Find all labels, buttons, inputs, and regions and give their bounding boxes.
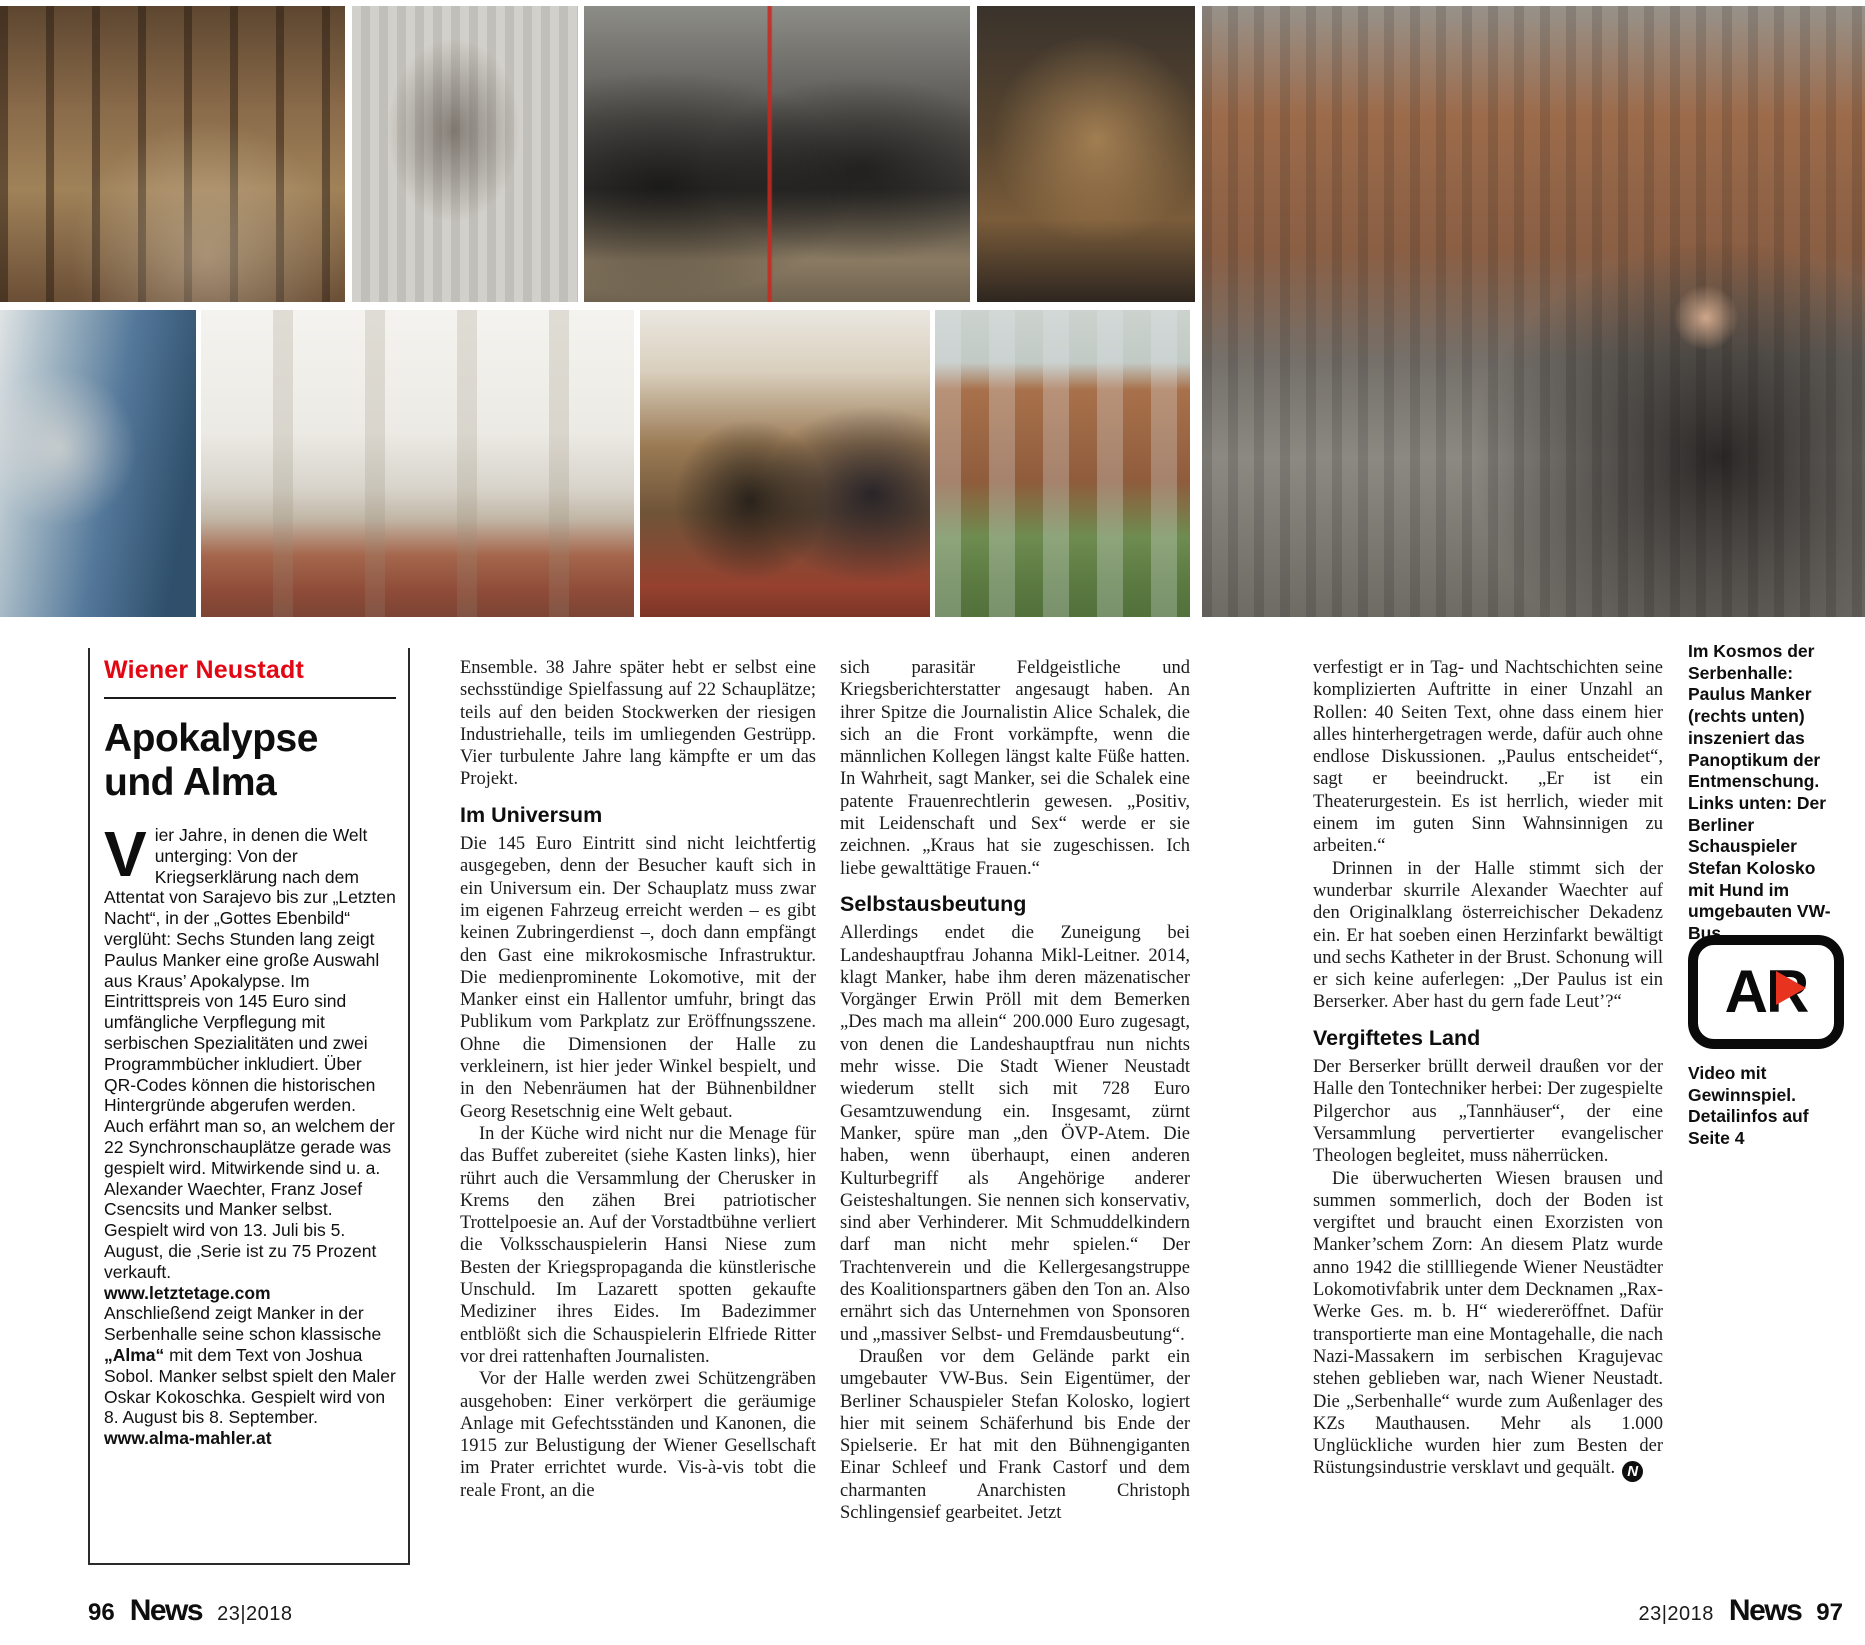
- photo-rusty-bus-manker-portrait: [1202, 6, 1865, 617]
- ar-logo: [1688, 935, 1844, 1049]
- body-paragraph: Vor der Halle werden zwei Schützengräben ausgehoben: Einer verkörpert die geräumige Anlage mit Gefechtsständen und Kanonen, die 1915 zur Belustigung der Wiener Gesellschaft im Prater errichtet wurde. Vis-à-vis tobt die reale Front, an die: [460, 1369, 816, 1501]
- body-paragraph: Die 145 Euro Eintritt sind nicht leichtfertig ausgegeben, denn der Besucher kauft sich in ein Universum ein. Der Schauplatz muss zwar im eigenen Fahrzeug erreicht werden – es gibt keinen Zubringerdienst –, doch dann empfängt den Gast eine mikrokosmische Infrastruktur. Die medienprominente Lokomotive, mit der Manker einst ein Hallentor umfuhr, bringt das Publikum vom Parkplatz zur Eröffnungsszene. Ohne die Dimensionen der Halle zu verkleinern, ist hier jeder Winkel bespielt, und in den Nebenräumen hat der Bühnenbildner Georg Resetschnig eine Welt gebaut.: [460, 834, 816, 1122]
- alma-bold: „Alma“: [104, 1344, 165, 1365]
- body-paragraph: sich parasitär Feldgeistliche und Kriegsberichterstatter angesaugt haben. An ihrer Spitze die Journalistin Alice Schalek, die sich an die Front vorkämpfte, wenn die männlichen Kollegen längst kalte Füße hatten. In Wahrheit, sagt Manker, sei die Schalek eine patente Frauenrechtlerin gewesen. „Positiv, mit Leidenschaft und Sex“ werde er sie zeichnen. „Kraus hat sie zugeschissen. Ich liebe gewalttätige Frauen.“: [840, 658, 1190, 879]
- photo-scaffold-hall: [352, 6, 578, 302]
- subhead-selbstausbeutung: Selbstausbeutung: [840, 891, 1027, 916]
- sidebar-text-1: ier Jahre, in denen die Welt unterging: Von der Kriegserklärung nach dem Attentat von Sarajevo bis zur „Letzten Nacht“, in der „Gottes Ebenbild“ verglüht: Sechs Stunden lang zeigt Paulus Manker eine große Auswahl aus Kraus’ Apokalypse. Im Eintrittspreis von 145 Euro sind umfängliche Verpflegung mit serbischen Spezialitäten und zwei Programmbücher inkludiert. Über QR-Codes können die historischen Hintergründe abgerufen werden. Auch erfährt man so, an welchem der 22 Synchronschauplätze gerade was gespielt wird. Mitwirkende sind u. a. Alexander Waechter, Franz Josef Csencsits und Manker selbst. Gespielt wird von 13. Juli bis 5. August, die ‚Serie ist zu 75 Prozent verkauft.: [104, 825, 396, 1282]
- body-paragraph: Der Berserker brüllt derweil draußen vor der Halle den Tontechniker herbei: Der zugespielte Pilgerchor aus „Tannhäuser“, der eine Versammlung pervertierter evangelischer Theologen begleitet, muss näherrücken.: [1313, 1057, 1663, 1167]
- photo-coffin-procession: [584, 6, 970, 302]
- photo-caption: Im Kosmos der Serbenhalle: Paulus Manker (rechts unten) inszeniert das Panoptikum der Entmenschung. Links unten: Der Berliner Schauspieler Stefan Kolosko mit Hund im umgebauten VW-Bus: [1688, 641, 1831, 944]
- photo-hospital-ward: [201, 310, 634, 617]
- body-paragraph: In der Küche wird nicht nur die Menage für das Buffet zubereitet (siehe Kasten links), hier rührt auch die Versammlung der Cherusker in Krems den zähen Brei patriotischer Trottelpoesie an. Auf der Vorstadtbühne verliert die Volksschauspielerin Hansi Niese zum Besten der Kriegspropaganda die künstlerische Unschuld. Im Lazarett spotten gekaufte Mediziner ihres Eides. Im Badezimmer entblößt sich die Schauspielerin Elfriede Ritter vor drei rattenhaften Journalisten.: [460, 1123, 816, 1367]
- body-paragraph: Ensemble. 38 Jahre später hebt er selbst eine sechsstündige Spielfassung auf 22 Schauplätze; teils auf den beiden Stockwerken der riesigen Industriehalle, teils im umliegenden Gestrüpp. Vier turbulente Jahre lang kämpfte er um das Projekt.: [460, 658, 816, 790]
- issue-number: 23|2018: [1638, 1603, 1714, 1625]
- issue-number: 23|2018: [217, 1603, 293, 1625]
- sidebar-paragraph-2: [104, 1303, 396, 1449]
- body-paragraph: Draußen vor dem Gelände parkt ein umgebauter VW-Bus. Sein Eigentümer, der Berliner Schauspieler Stefan Kolosko, logiert hier mit seinem Schäferhund bis Ende der Spielserie. Er hat mit den Bühnengiganten Einar Schleef und Frank Castorf und dem charmanten Anarchisten Christoph Schlingensief gearbeitet. Jetzt: [840, 1346, 1190, 1523]
- page-number-right: 97: [1816, 1599, 1843, 1626]
- link-letztetage: www.letztetage.com: [104, 1282, 271, 1303]
- article-column-2: [840, 657, 1190, 1567]
- sidebar-paragraph-1: [104, 818, 396, 1303]
- ar-logo-text: AR: [1724, 958, 1808, 1025]
- video-note: Video mit Gewinnspiel. Detailinfos auf Seite 4: [1688, 1063, 1809, 1149]
- play-icon: [1776, 971, 1806, 1005]
- headline-line-1: Apokalypse: [104, 717, 318, 760]
- body-text: Die überwucherten Wiesen brausen und summen sommerlich, doch der Boden ist vergiftet und braucht einen Exorzisten von Manker’schem Zorn: An diesem Platz wurde anno 1942 die stillliegende Wiener Neustädter Lokomotivfabrik unter dem Decknamen „Rax-Werke Ges. m. b. H“ wiedereröffnet. Dafür transportierte man eine Montagehalle, die nach Nazi-Massakern im serbischen Kragujevac stehen geblieben war, nach Wiener Neustadt. Die „Serbenhalle“ wurde zum Außenlager des KZs Mauthausen. Mehr als 1.000 Unglückliche wurden hier zum Besten der Rüstungsindustrie versklavt und gequält.: [1313, 1168, 1663, 1479]
- article-column-1: [460, 657, 816, 1567]
- sidebar-text-2b: mit dem Text von Joshua Sobol. Manker selbst spielt den Maler Oskar Kokoschka. Gespielt wird von 8. August bis 8. September.: [104, 1344, 396, 1428]
- page-number-left: 96: [88, 1599, 115, 1626]
- subhead-vergiftetes-land: Vergiftetes Land: [1313, 1025, 1481, 1050]
- sidebar-info-box: [88, 648, 410, 1565]
- photo-workshop-interior: [0, 6, 345, 302]
- body-paragraph: verfestigt er in Tag- und Nachtschichten seine komplizierten Auftritte in einer Unzahl an Rollen: 40 Seiten Text, ohne dass einem hier alles hinterhergetragen werde, dafür auch ohne endlose Diskussionen. „Paulus entscheidet“, sagt er beeindruckt. „Er ist ein Theaterurgestein. Es ist herrlich, wieder mit einem im guten Sinn Wahnsinnigen zu arbeiten.“: [1313, 658, 1663, 857]
- footer-left: [88, 1594, 293, 1628]
- end-of-article-icon: N: [1622, 1461, 1643, 1482]
- body-paragraph: Allerdings endet die Zuneigung bei Landeshauptfrau Johanna Mikl-Leitner. 2014, klagt Manker, habe ihm deren mäzenatischer Vorgänger Erwin Pröll mit dem Bemerken „Des mach ma allein“ 200.000 Euro zugesagt, von denen die Landeshauptfrau nun nichts mehr wisse. Die Stadt Wiener Neustadt wiederum stellt sich mit 728 Euro Gesamtzuwendung ein. Insgesamt, zürnt Manker, spüre man „den ÖVP-Atem. Die haben, wenn überhaupt, einen anderen Kulturbegriff als Angehörige anderer Geisteshaltungen. Sie nennen sich konservativ, sind aber Verhinderer. Mit Schmuddelkindern darf man nicht mehr spielen.“ Der Trachtenverein und die Kellergesangstruppe des Koalitionspartners gäben den Ton an. Also ernährt sich das Unternehmen von Sponsoren und „massiver Selbst- und Fremdausbeutung“.: [840, 923, 1190, 1345]
- subhead-im-universum: Im Universum: [460, 802, 603, 827]
- sidebar-body: [104, 818, 396, 1449]
- article-headline: [104, 717, 396, 805]
- dropcap: V: [104, 818, 147, 890]
- photo-brick-factory-building: [935, 310, 1190, 617]
- photo-typewriters-desk: [977, 6, 1195, 302]
- photo-vw-bus-man-with-dog: [0, 310, 196, 617]
- headline-line-2: und Alma: [104, 761, 277, 804]
- sidebar-text-2a: Anschließend zeigt Manker in der Serbenhalle seine schon klassische: [104, 1303, 382, 1345]
- magazine-logo: News: [1728, 1594, 1802, 1627]
- footer-right: [1638, 1594, 1843, 1628]
- body-paragraph: [1313, 1168, 1663, 1483]
- body-paragraph: Drinnen in der Halle stimmt sich der wunderbar skurrile Alexander Waechter auf den Originalklang österreichischer Dekadenz ein. Er hat soeben einen Herzinfarkt bewältigt und sechs Katheter in der Brust. Schonung will er sich keine auferlegen: „Der Paulus ist ein Berserker. Aber hast du gern fade Leut’?“: [1313, 858, 1663, 1013]
- link-alma-mahler: www.alma-mahler.at: [104, 1428, 272, 1449]
- magazine-logo: News: [129, 1594, 203, 1627]
- article-column-3: [1313, 657, 1663, 1567]
- kicker-location: Wiener Neustadt: [104, 656, 396, 699]
- photo-library-actors-talking: [640, 310, 930, 617]
